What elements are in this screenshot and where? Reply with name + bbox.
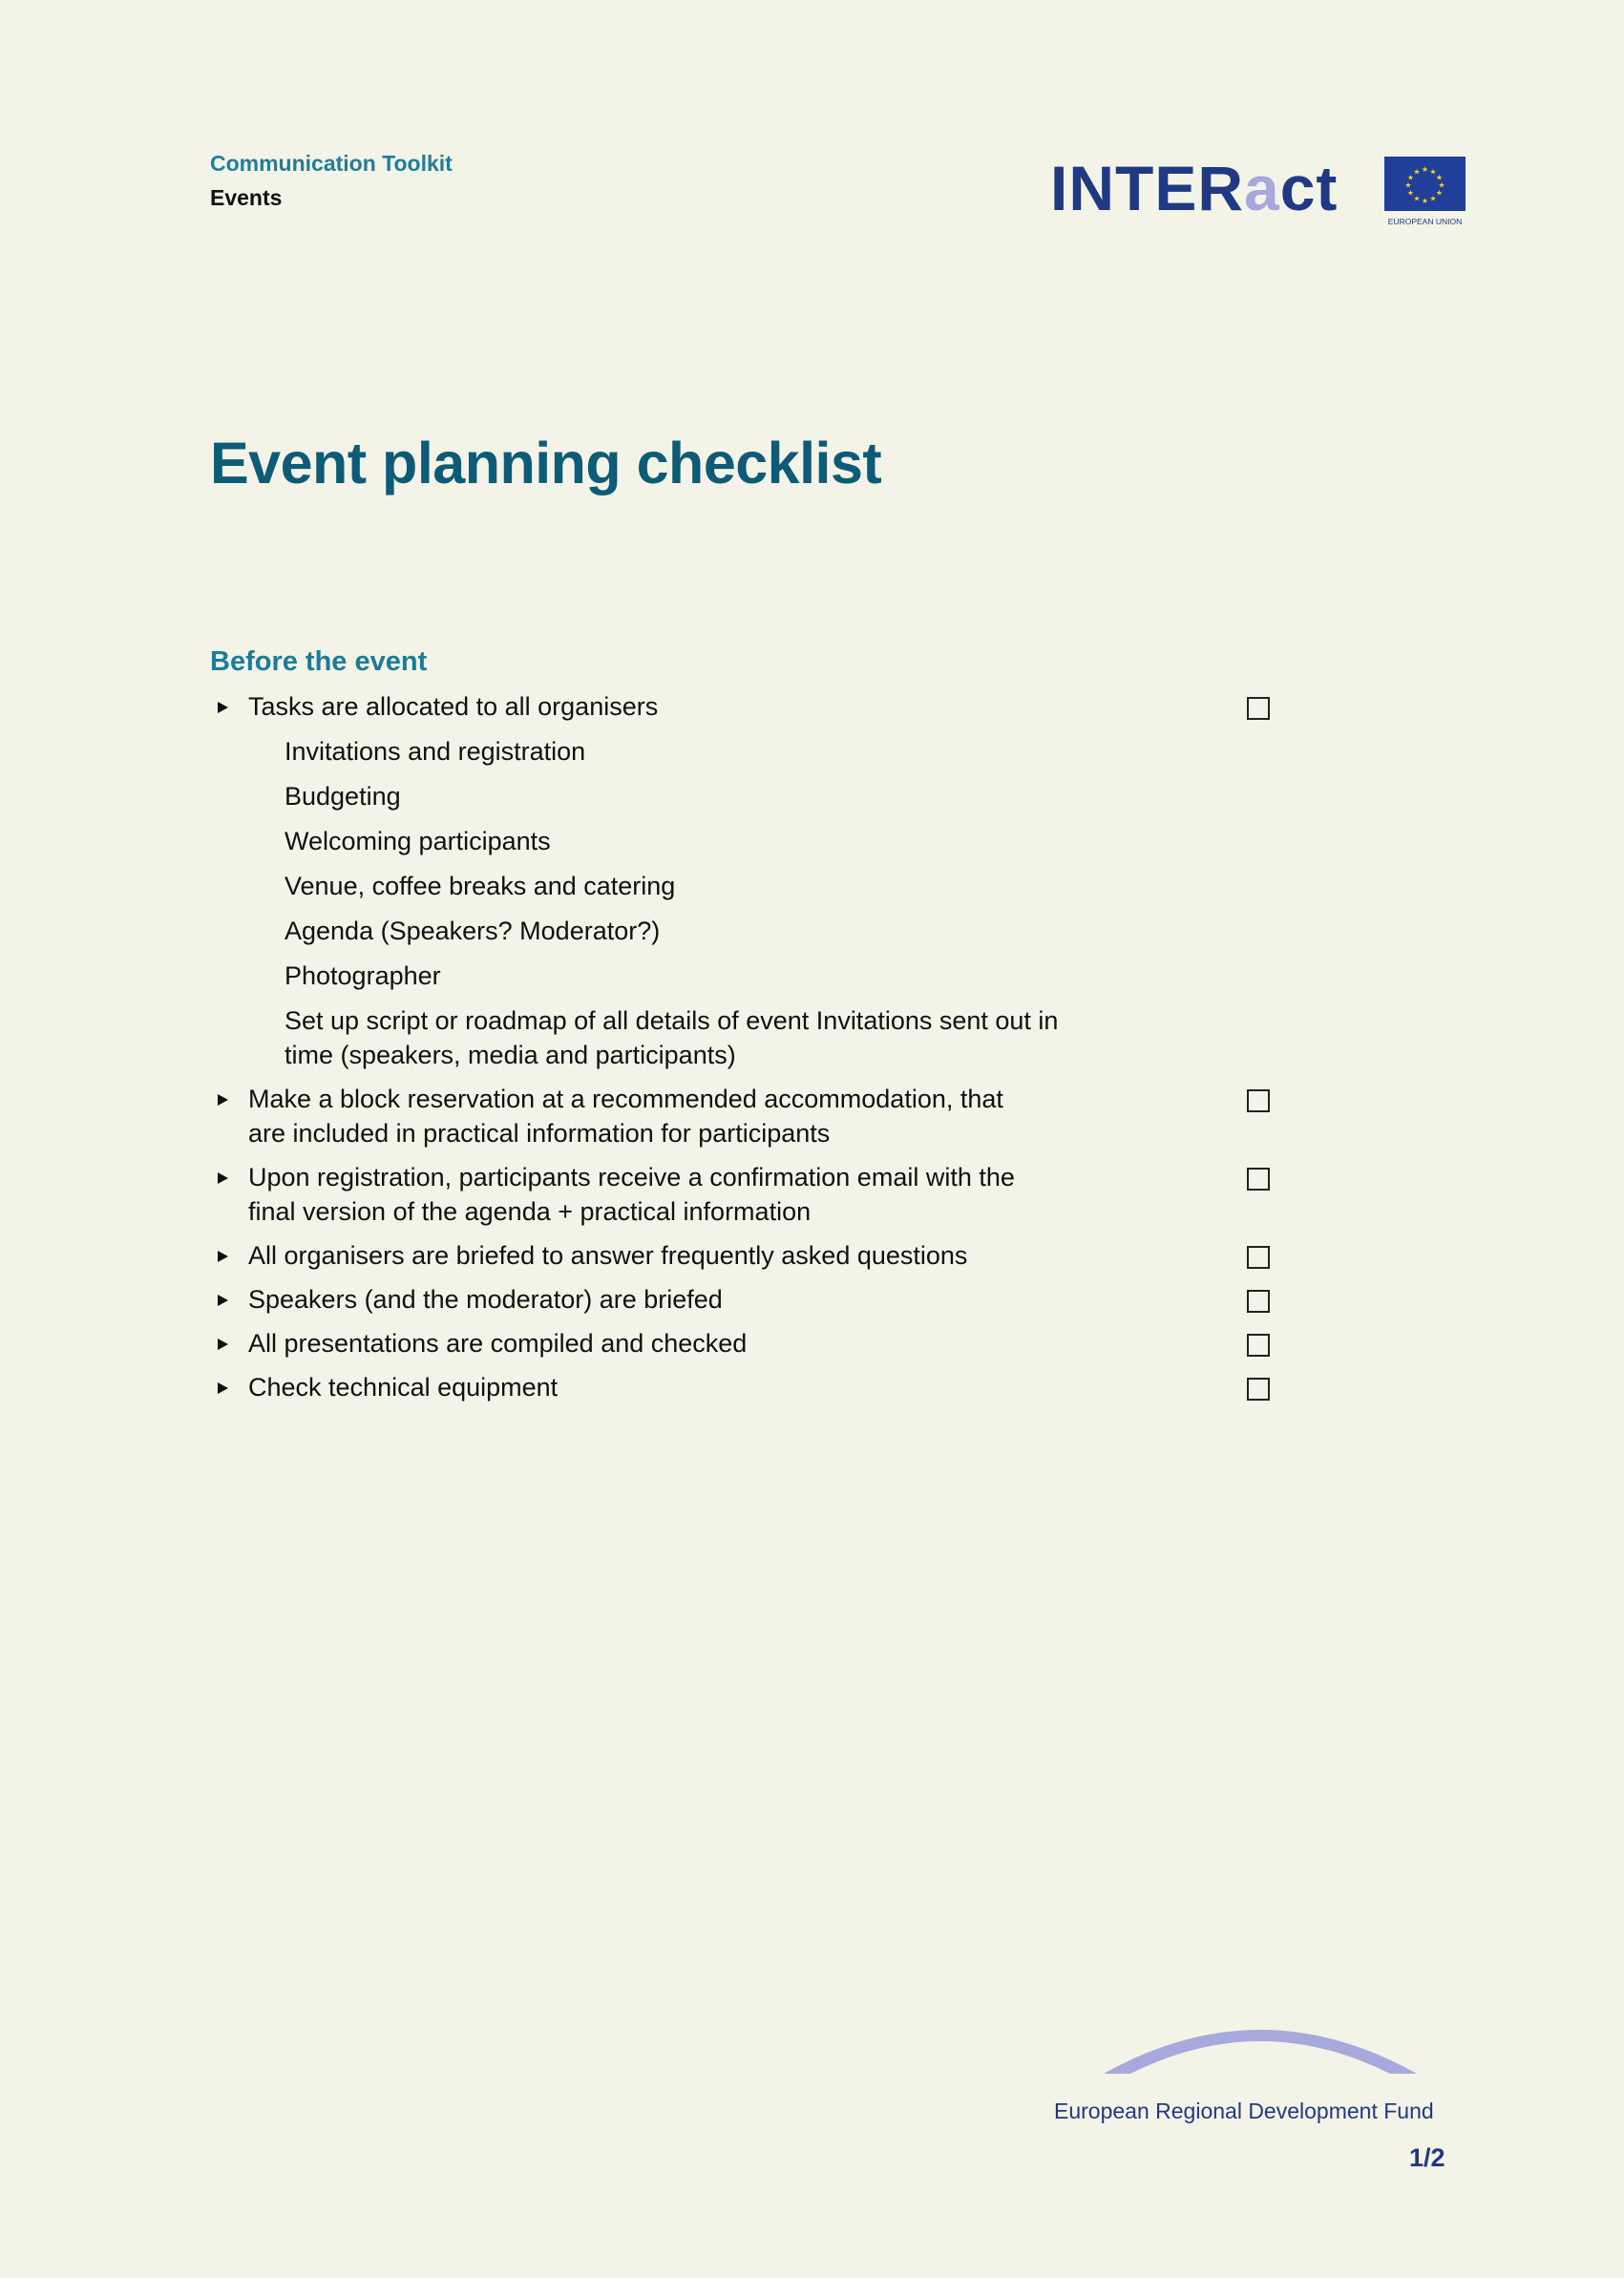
checklist-item-text: Set up script or roadmap of all details of event Invitations sent out in time (speakers, media and participants): [285, 1006, 1059, 1069]
svg-text:★: ★: [1438, 180, 1445, 190]
checklist-item-text: Venue, coffee breaks and catering: [285, 872, 676, 900]
bullet-arrow-icon: [218, 702, 228, 713]
svg-text:★: ★: [1413, 167, 1421, 177]
svg-text:★: ★: [1406, 173, 1415, 182]
checklist-item: [210, 1282, 1298, 1317]
checklist-item: [210, 1160, 1298, 1229]
checklist-subitem: [210, 914, 1298, 948]
svg-text:★: ★: [1429, 194, 1437, 203]
checkbox[interactable]: [1247, 1290, 1270, 1313]
bullet-arrow-icon: [218, 1295, 228, 1306]
bullet-arrow-icon: [218, 1339, 228, 1350]
checkbox[interactable]: [1247, 697, 1270, 720]
fund-label: European Regional Development Fund: [1054, 2099, 1434, 2123]
eu-label: EUROPEAN UNION: [1387, 217, 1463, 226]
checklist-item: [210, 1238, 1298, 1273]
checklist-item-text: Agenda (Speakers? Moderator?): [285, 917, 661, 945]
svg-text:★: ★: [1435, 188, 1444, 198]
checklist-item: [210, 1326, 1298, 1360]
bullet-arrow-icon: [218, 1251, 228, 1262]
checklist-item-text: Budgeting: [285, 782, 401, 811]
checklist-subitem: [210, 869, 1298, 903]
bullet-arrow-icon: [218, 1382, 228, 1394]
svg-text:★: ★: [1404, 180, 1412, 190]
checklist-subitem: [210, 959, 1298, 993]
page-number: 1/2: [1409, 2143, 1445, 2172]
checklist-item-text: Invitations and registration: [285, 737, 586, 766]
svg-text:★: ★: [1421, 165, 1429, 174]
bullet-arrow-icon: [218, 1172, 228, 1184]
checklist-item-text: All presentations are compiled and checked: [248, 1329, 748, 1358]
section-label: Events: [210, 185, 283, 210]
checklist-item: [210, 1370, 1298, 1404]
checkbox[interactable]: [1247, 1334, 1270, 1357]
svg-text:★: ★: [1421, 197, 1429, 205]
checklist-item-text: Tasks are allocated to all organisers: [248, 692, 659, 721]
checklist-item: [210, 1082, 1298, 1150]
toolkit-label: Communication Toolkit: [210, 151, 453, 176]
checklist-subitem: [210, 1003, 1298, 1072]
checklist-subitem: [210, 824, 1298, 858]
document-title: Event planning checklist: [210, 431, 882, 496]
checkbox[interactable]: [1247, 1168, 1270, 1191]
checklist-item-text: Upon registration, participants receive a confirmation email with the final version of the agenda + practical information: [248, 1163, 1015, 1226]
bullet-arrow-icon: [218, 1094, 228, 1106]
checklist: [210, 689, 1298, 1404]
checklist-item-text: Speakers (and the moderator) are briefed: [248, 1285, 723, 1314]
checklist-subitem: [210, 734, 1298, 769]
svg-text:★: ★: [1435, 173, 1444, 182]
checkbox[interactable]: [1247, 1089, 1270, 1112]
interact-wordmark: INTERact: [1050, 153, 1339, 223]
section-heading: Before the event: [210, 646, 428, 677]
checkbox[interactable]: [1247, 1246, 1270, 1269]
checklist-subitem: [210, 779, 1298, 813]
checklist-item-text: Check technical equipment: [248, 1373, 559, 1402]
checklist-item-text: All organisers are briefed to answer frequently asked questions: [248, 1241, 968, 1270]
footer-arc-graphic: [1098, 2013, 1423, 2079]
svg-text:★: ★: [1406, 188, 1415, 198]
checkbox[interactable]: [1247, 1378, 1270, 1401]
svg-text:★: ★: [1413, 194, 1421, 203]
checklist-item: [210, 689, 1298, 724]
checklist-item-text: Welcoming participants: [285, 827, 551, 855]
checklist-item-text: Photographer: [285, 961, 441, 990]
svg-text:★: ★: [1429, 167, 1437, 177]
interact-logo: [1050, 153, 1470, 229]
checklist-item-text: Make a block reservation at a recommended accommodation, that are included in practical information for participants: [248, 1085, 1003, 1148]
